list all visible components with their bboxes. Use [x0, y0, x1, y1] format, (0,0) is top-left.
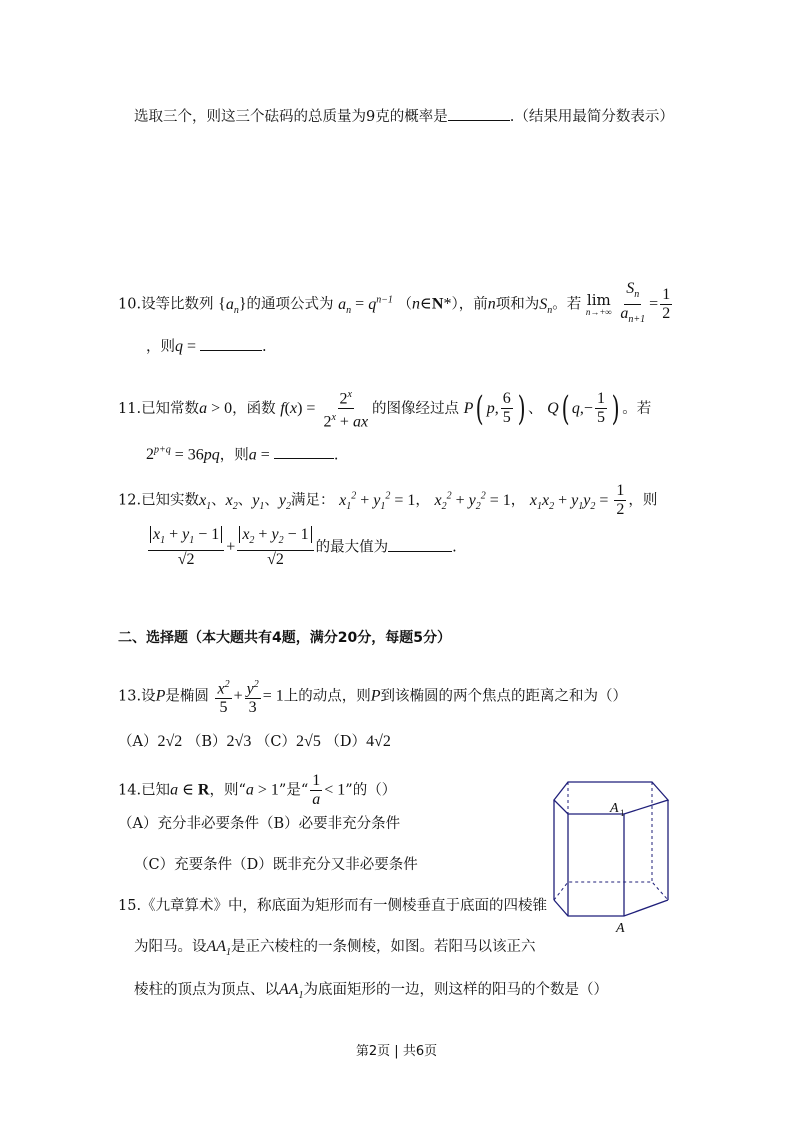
- q14-options-cd[interactable]: （C）充要条件（D）既非充分又非必要条件: [134, 857, 418, 873]
- page-footer: 第2页 | 共6页: [355, 1044, 438, 1059]
- prism-bottom-visible: [554, 900, 668, 916]
- q13-options: [118, 732, 391, 752]
- q11-line: 11.已知常数a > 0，函数 f(x) = $\frac{2^x}{2^x + ax}$ 的图像经过点 P( p, $\frac{6}{5}$ ) 、 Q( q,− $\frac{1}{5}$ ) 。若: [118, 386, 651, 432]
- q11-answer-blank[interactable]: [274, 444, 334, 459]
- prism-bottom-hidden: [554, 882, 668, 900]
- q14-options-ab[interactable]: （A）充分非必要条件（B）必要非充分条件: [118, 816, 401, 832]
- label-a1-sub: 1: [620, 808, 625, 818]
- q13-line: 13.设P是椭圆 $\frac{x^2}{5}$ + $\frac{y^2}{3}$ = 1上的动点，则P到该椭圆的两个焦点的距离之和为（）: [118, 676, 627, 717]
- q12-answer-blank[interactable]: [388, 537, 452, 552]
- q13-option-c[interactable]: （C）2√5: [255, 733, 321, 750]
- q12-line: 12.已知实数$x_1$、$x_2$、$y_1$、$y_2$满足： $x_1^2 + y_1^2 = 1$， $x_2^2 + y_2^2 = 1$， $x_1x_2 + y_1y_2$ = $\frac{1}{2}$ ，则: [118, 482, 658, 518]
- q15-line1: 15.《九章算术》中，称底面为矩形而有一侧棱垂直于底面的四棱锥: [118, 898, 548, 914]
- q13-option-b[interactable]: （B）2√3: [186, 733, 252, 750]
- q13-option-d[interactable]: （D）4√2: [325, 733, 391, 750]
- label-a: A: [616, 921, 625, 936]
- section-heading: 二、选择题（本大题共有4题，满分20分，每题5分）: [118, 630, 451, 646]
- label-a1: A: [610, 801, 619, 816]
- q14-line: 14.已知a ∈ R，则“a > 1”是“ $\frac{1}{a}$ < 1”的（）: [118, 772, 397, 808]
- q10-line: 10.设等比数列 $\{a_n\}$的通项公式为 $a_n = q^{n-1}$ （n∈N*），前n项和为$S_n$。若 lim n→+∞ $\frac{S_n}{a_{n+1}}$ = $\frac{1}{2}$: [118, 280, 671, 326]
- q11-line2: $2^{p+q} = 36pq$，则a = .: [146, 445, 339, 464]
- q15-line3: 棱柱的顶点为顶点、以$AA_1$为底面矩形的一边，则这样的阳马的个数是（）: [134, 981, 609, 1002]
- q13-option-a[interactable]: （A）2√2: [118, 733, 183, 750]
- q9-answer-blank[interactable]: [448, 106, 510, 121]
- q9-line: 选取三个，则这三个砝码的总质量为9克的概率是 .（结果用最简分数表示）: [134, 106, 674, 127]
- q10-line2: ，则q = .: [146, 338, 267, 355]
- q15-line2: 为阳马。设$AA_1$是正六棱柱的一条侧棱，如图。若阳马以该正六: [134, 938, 536, 959]
- q10-answer-blank[interactable]: [200, 336, 262, 351]
- limit-expression: lim n→+∞: [585, 290, 612, 317]
- hexagonal-prism-figure: [548, 776, 674, 936]
- q12-line2: $\frac{x_1 + y_1 - 1}{√2}$ + $\frac{x_2 + y_2 - 1}{√2}$ 的最大值为 .: [146, 526, 457, 569]
